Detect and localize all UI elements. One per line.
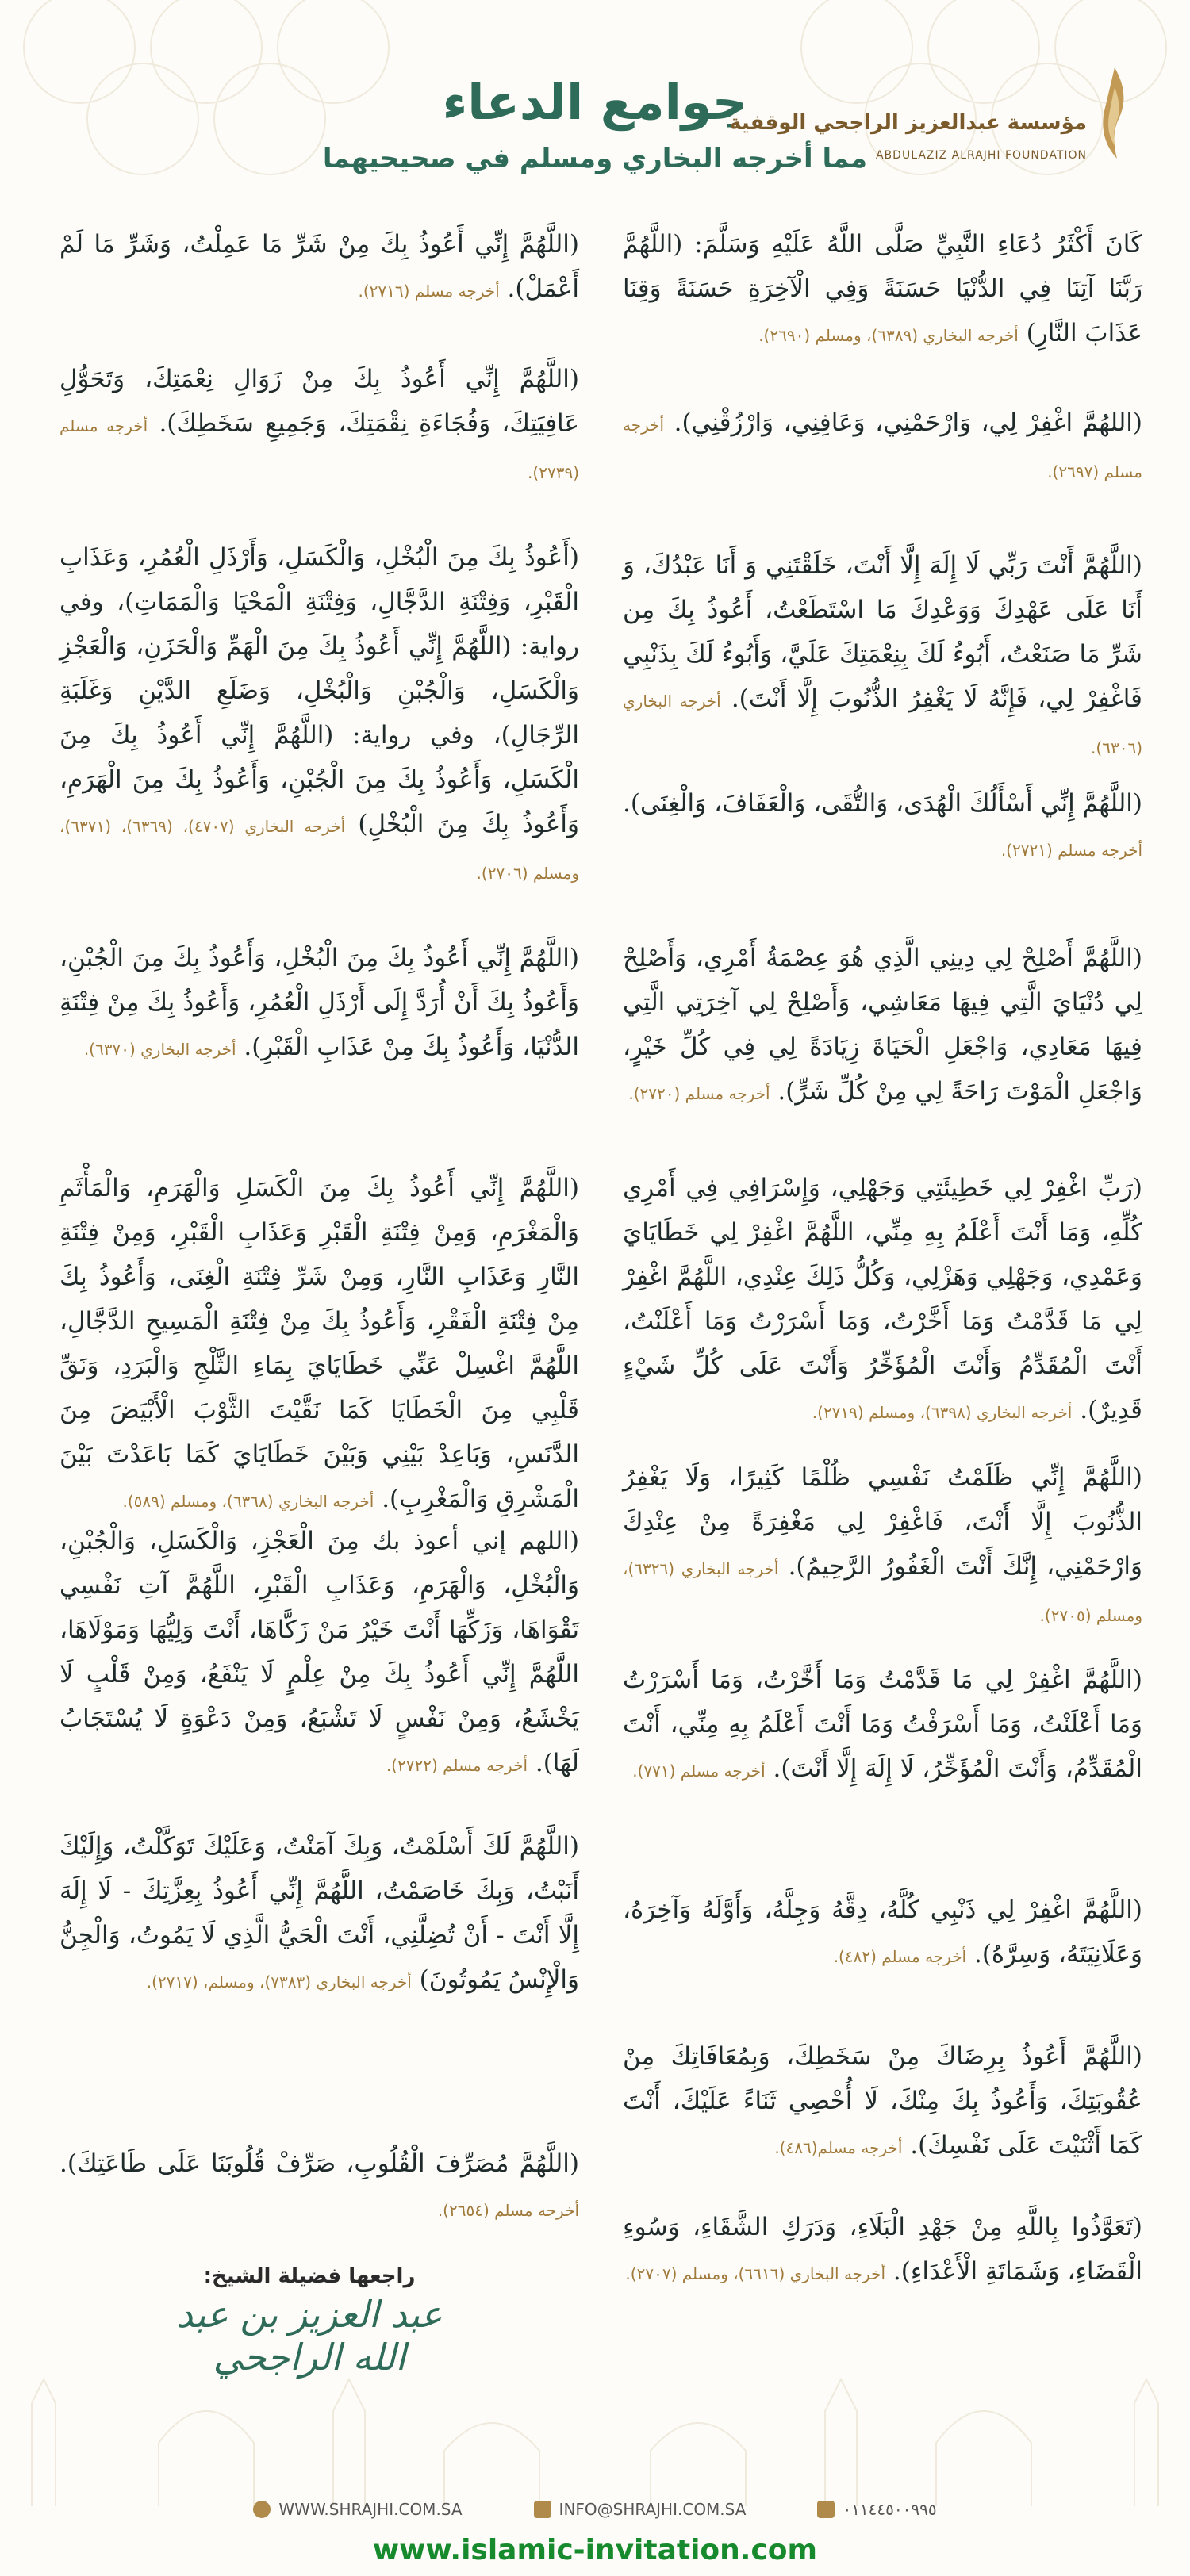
dua-item [60, 535, 579, 895]
dua-text: (اللَّهُمَّ إِنِّي أَسْأَلُكَ الْهُدَى، وَالتُّقَى، وَالْعَفَافَ، وَالْغِنَى). [623, 789, 1142, 818]
dua-text: (اللَّهُمَّ أَعُوذُ بِرِضَاكَ مِنْ سَخَطِكَ، وَبِمُعَافَاتِكَ مِنْ عُقُوبَتِكَ، وَأَعُوذُ بِكَ مِنْكَ، لَا أُحْصِي ثَنَاءً عَلَيْكَ، أَنْتَ كَمَا أَثْنَيْتَ عَلَى نَفْسِكَ). [623, 2042, 1142, 2160]
contact-bar [0, 2500, 1190, 2519]
dua-source: أخرجه مسلم (٢٧٢٠). [628, 1084, 770, 1103]
dua-source: أخرجه مسلم (٢٦٩٧). [623, 416, 1142, 481]
reviewer-label: راجعها فضيلة الشيخ: [203, 2264, 416, 2288]
dua-source: أخرجه البخاري (٧٣٨٣)، ومسلم، (٢٧١٧). [146, 1972, 412, 1991]
dua-text: (اللهم إني أعوذ بك مِنَ الْعَجْزِ، وَالْكَسَلِ، وَالْجُبْنِ، وَالْبُخْلِ، وَالْهَرَمِ، وَعَذَابِ الْقَبْرِ، اللَّهُمَّ آتِ نَفْسِي تَقْوَاهَا، وَزَكِّهَا أَنْتَ خَيْرُ مَنْ زَكَّاهَا، أَنْتَ وَلِيُّهَا وَمَوْلَاهَا، اللَّهُمَّ إِنِّي أَعُوذُ بِكَ مِنْ عِلْمٍ لَا يَنْفَعُ، وَمِنْ قَلْبٍ لَا يَخْشَعُ، وَمِنْ نَفْسٍ لَا تَشْبَعُ، وَمِنْ دَعْوَةٍ لَا يُسْتَجَابُ لَهَا). [60, 1527, 579, 1777]
dua-text: (اللَّهُمَّ اغْفِرْ لِي ذَنْبِي كُلَّهُ، دِقَّهُ وَجِلَّهُ، وَأَوَّلَهُ وَآخِرَهُ، وَعَلَانِيَتَهُ، وَسِرَّهُ). [623, 1896, 1142, 1968]
dua-item [60, 1824, 579, 2004]
dua-item [623, 1166, 1142, 1435]
footer-url-link[interactable]: www.islamic-invitation.com [372, 2534, 818, 2566]
reviewer-signature: عبد العزيز بن عبد الله الراجحي [176, 2293, 443, 2379]
dua-source: أخرجه مسلم (٢٧٣٩). [60, 416, 579, 482]
reviewer-block [159, 2264, 460, 2379]
dua-item [623, 781, 1142, 872]
dua-text: (اللَّهُمَّ اغْفِرْ لِي مَا قَدَّمْتُ وَمَا أَخَّرْتُ، وَمَا أَسْرَرْتُ وَمَا أَعْلَنْتُ، وَمَا أَسْرَفْتُ وَمَا أَنْتَ أَعْلَمُ بِهِ مِنِّي، أَنْتَ الْمُقَدِّمُ، وَأَنْتَ الْمُؤَخِّرُ، لَا إِلَهَ إِلَّا أَنْتَ). [623, 1666, 1142, 1783]
dua-text: (اللَّهُمَّ إِنِّي أَعُوذُ بِكَ مِنْ شَرِّ مَا عَمِلْتُ، وَشَرِّ مَا لَمْ أَعْمَلْ). [60, 230, 579, 303]
dua-text: (رَبِّ اغْفِرْ لِي خَطِيئَتِي وَجَهْلِي، وَإِسْرَافِي فِي أَمْرِي كُلِّهِ، وَمَا أَنْتَ أَعْلَمُ بِهِ مِنِّي، اللَّهُمَّ اغْفِرْ لِي خَطَايَايَ وَعَمْدِي، وَجَهْلِي وَهَزْلِي، وَكُلُّ ذَلِكَ عِنْدِي، اللَّهُمَّ اغْفِرْ لِي مَا قَدَّمْتُ وَمَا أَخَّرْتُ، وَمَا أَسْرَرْتُ وَمَا أَعْلَنْتُ، أَنْتَ الْمُقَدِّمُ وَأَنْتَ الْمُؤَخِّرُ وَأَنْتَ عَلَى كُلِّ شَيْءٍ قَدِيرٌ). [623, 1174, 1142, 1424]
dua-source: أخرجه مسلم (٢٦٥٤). [437, 2201, 579, 2220]
dua-source: أخرجه البخاري (٦٣٢٦)، ومسلم (٢٧٠٥). [623, 1559, 1142, 1625]
dua-source: أخرجه البخاري (٤٧٠٧)، (٦٣٦٩)، (٦٣٧١)، ومسلم (٢٧٠٦). [60, 817, 579, 883]
phone-text: ٠١١٤٤٥٠٠٩٩٥ [843, 2500, 937, 2519]
dua-item [60, 1519, 579, 1788]
dua-item [60, 2141, 579, 2233]
dua-item [623, 401, 1142, 494]
dua-item [60, 222, 579, 313]
dua-item [623, 2205, 1142, 2296]
dua-source: أخرجه مسلم(٤٨٦). [774, 2138, 903, 2157]
dua-text: (اللَّهُمَّ لَكَ أَسْلَمْتُ، وَبِكَ آمَنْتُ، وَعَلَيْكَ تَوَكَّلْتُ، وَإِلَيْكَ أَنَبْتُ، وَبِكَ خَاصَمْتُ، اللَّهُمَّ إِنِّي أَعُوذُ بِعِزَّتِكَ - لَا إِلَهَ إِلَّا أَنْتَ - أَنْ تُضِلَّنِي، أَنْتَ الْحَيُّ الَّذِي لَا يَمُوتُ، وَالْجِنُّ وَالْإِنْسُ يَمُوتُونَ) [60, 1832, 579, 1994]
email-text: INFO@SHRAJHI.COM.SA [559, 2500, 747, 2519]
dua-text: (اللَّهُمَّ إِنِّي أَعُوذُ بِكَ مِنْ زَوَالِ نِعْمَتِكَ، وَتَحَوُّلِ عَافِيَتِكَ، وَفُجَاءَةِ نِقْمَتِكَ، وَجَمِيعِ سَخَطِكَ). [60, 365, 579, 438]
dua-item [623, 222, 1142, 358]
dua-source: أخرجه البخاري (٦٦١٦)، ومسلم (٢٧٠٧). [625, 2264, 886, 2283]
dua-source: أخرجه مسلم (٢٧٢٢). [386, 1756, 528, 1775]
dua-item [623, 936, 1142, 1116]
globe-icon [253, 2501, 271, 2518]
dua-text: (اللَّهُمَّ إِنِّي أَعُوذُ بِكَ مِنَ الْكَسَلِ وَالْهَرَمِ، وَالْمَأْثَمِ وَالْمَغْرَمِ، وَمِنْ فِتْنَةِ الْقَبْرِ وَعَذَابِ الْقَبْرِ، وَمِنْ فِتْنَةِ النَّارِ وَعَذَابِ النَّارِ، وَمِنْ شَرِّ فِتْنَةِ الْغِنَى، وَأَعُوذُ بِكَ مِنْ فِتْنَةِ الْفَقْرِ، وَأَعُوذُ بِكَ مِنْ فِتْنَةِ الْمَسِيحِ الدَّجَّالِ، اللَّهُمَّ اغْسِلْ عَنِّي خَطَايَايَ بِمَاءِ الثَّلْجِ وَالْبَرَدِ، وَنَقِّ قَلْبِي مِنَ الْخَطَايَا كَمَا نَقَّيْتَ الثَّوْبَ الْأَبْيَضَ مِنَ الدَّنَسِ، وَبَاعِدْ بَيْنِي وَبَيْنَ خَطَايَايَ كَمَا بَاعَدْتَ بَيْنَ الْمَشْرِقِ وَالْمَغْرِبِ). [60, 1174, 579, 1513]
dua-text: (اللَّهُمَّ إِنِّي أَعُوذُ بِكَ مِنَ الْبُخْلِ، وَأَعُوذُ بِكَ مِنَ الْجُبْنِ، وَأَعُوذُ بِكَ أَنْ أُرَدَّ إِلَى أَرْذَلِ الْعُمُرِ، وَأَعُوذُ بِكَ مِنْ فِتْنَةِ الدُّنْيَا، وَأَعُوذُ بِكَ مِنْ عَذَابِ الْقَبْرِ). [60, 944, 579, 1061]
dua-text: كَانَ أَكْثَرُ دُعَاءِ النَّبِيِّ صَلَّى اللَّهُ عَلَيْهِ وَسَلَّمَ: (اللَّهُمَّ رَبَّنَا آتِنَا فِي الدُّنْيَا حَسَنَةً وَفِي الْآخِرَةِ حَسَنَةً وَقِنَا عَذَابَ النَّارِ) [623, 230, 1142, 347]
page-subtitle: مما أخرجه البخاري ومسلم في صحيحيهما [322, 143, 868, 174]
dua-text: (اللهُمَّ اغْفِرْ لِي، وَارْحَمْنِي، وَعَافِنِي، وَارْزُقْنِي). [674, 408, 1142, 437]
logo-english-text: ABDULAZIZ ALRAJHI FOUNDATION [875, 149, 1087, 162]
dua-source: أخرجه البخاري (٦٣٠٦). [623, 692, 1142, 757]
dua-item [60, 357, 579, 495]
logo-arabic-text: مؤسسة عبدالعزيز الراجحي الوقفية [729, 111, 1087, 135]
dua-text: (تَعَوَّذُوا بِاللَّهِ مِنْ جَهْدِ الْبَلَاءِ، وَدَرَكِ الشَّقَاءِ، وَسُوءِ الْقَضَاءِ، وَشَمَاتَةِ الْأَعْدَاءِ). [623, 2213, 1142, 2286]
dua-text: (اللَّهُمَّ أَصْلِحْ لِي دِينِي الَّذِي هُوَ عِصْمَةُ أَمْرِي، وَأَصْلِحْ لِي دُنْيَايَ الَّتِي فِيهَا مَعَاشِي، وَأَصْلِحْ لِي آخِرَتِي الَّتِي فِيهَا مَعَادِي، وَاجْعَلِ الْحَيَاةَ زِيَادَةً لِي فِي كُلِّ خَيْرٍ، وَاجْعَلِ الْمَوْتَ رَاحَةً لِي مِنْ كُلِّ شَرٍّ). [623, 944, 1142, 1106]
dua-source: أخرجه مسلم (٢٧١٦). [358, 282, 500, 301]
dua-text: (اللَّهُمَّ مُصَرِّفَ الْقُلُوبِ، صَرِّفْ قُلُوبَنَا عَلَى طَاعَتِكَ). [60, 2149, 579, 2178]
dua-item [623, 1455, 1142, 1638]
dua-source: أخرجه مسلم (٤٨٢). [833, 1947, 967, 1966]
website-contact[interactable] [253, 2500, 462, 2519]
dua-source: أخرجه البخاري (٦٣٧٠). [83, 1040, 236, 1059]
dua-source: أخرجه البخاري (٦٣٦٨)، ومسلم (٥٨٩). [122, 1492, 374, 1511]
dua-text: (اللَّهُمَّ إِنِّي ظَلَمْتُ نَفْسِي ظُلْمًا كَثِيرًا، وَلَا يَغْفِرُ الذُّنُوبَ إِلَّا أَنْتَ، فَاغْفِرْ لِي مَغْفِرَةً مِنْ عِنْدِكَ وَارْحَمْنِي، إِنَّكَ أَنْتَ الْغَفُورُ الرَّحِيمُ). [623, 1463, 1142, 1581]
email-contact[interactable] [534, 2500, 747, 2519]
dua-source: أخرجه البخاري (٦٣٩٨)، ومسلم (٢٧١٩). [812, 1403, 1073, 1422]
page-title: جوامع الدعاء [442, 73, 748, 131]
phone-icon [817, 2501, 835, 2518]
dua-item [623, 2034, 1142, 2170]
dua-source: أخرجه البخاري (٦٣٨٩)، ومسلم (٢٦٩٠). [758, 326, 1019, 345]
dua-item [623, 1658, 1142, 1793]
dua-source: أخرجه مسلم (٢٧٢١). [1000, 841, 1142, 860]
dua-item [60, 1166, 579, 1524]
dua-item [60, 936, 579, 1071]
website-text: WWW.SHRAJHI.COM.SA [278, 2500, 463, 2519]
dua-source: أخرجه مسلم (٧٧١). [632, 1761, 766, 1781]
dua-text: (أَعُوذُ بِكَ مِنَ الْبُخْلِ، وَالْكَسَلِ، وَأَرْذَلِ الْعُمُرِ، وَعَذَابِ الْقَبْرِ، وَفِتْنَةِ الدَّجَّالِ، وَفِتْنَةِ الْمَحْيَا وَالْمَمَاتِ)، وفي رواية: (اللَّهُمَّ إِنِّي أَعُوذُ بِكَ مِنَ الْهَمِّ وَالْحَزَنِ، وَالْعَجْزِ وَالْكَسَلِ، وَالْجُبْنِ وَالْبُخْلِ، وَضَلَعِ الدَّيْنِ وَغَلَبَةِ الرِّجَالِ)، وفي رواية: (اللَّهُمَّ إِنِّي أَعُوذُ بِكَ مِنَ الْكَسَلِ، وَأَعُوذُ بِكَ مِنَ الْجُبْنِ، وَأَعُوذُ بِكَ مِنَ الْهَرَمِ، وَأَعُوذُ بِكَ مِنَ الْبُخْلِ) [60, 543, 579, 838]
dua-text: (اللَّهُمَّ أَنْتَ رَبِّي لَا إِلَهَ إِلَّا أَنْتَ، خَلَقْتَنِي وَ أَنَا عَبْدُكَ، وَ أَنَا عَلَى عَهْدِكَ وَوَعْدِكَ مَا اسْتَطَعْتُ، أَعُوذُ بِكَ مِن شَرِّ مَا صَنَعْتُ، أَبُوءُ لَكَ بِنِعْمَتِكَ عَلَيَّ، وَأَبُوءُ لَكَ بِذَنْبِي فَاغْفِرْ لِي، فَإِنَّهُ لَا يَغْفِرُ الذُّنُوبَ إِلَّا أَنْتَ). [623, 551, 1142, 713]
dua-item [623, 543, 1142, 770]
dua-item [623, 1888, 1142, 1979]
phone-contact[interactable] [817, 2500, 936, 2519]
mail-icon [534, 2501, 551, 2518]
